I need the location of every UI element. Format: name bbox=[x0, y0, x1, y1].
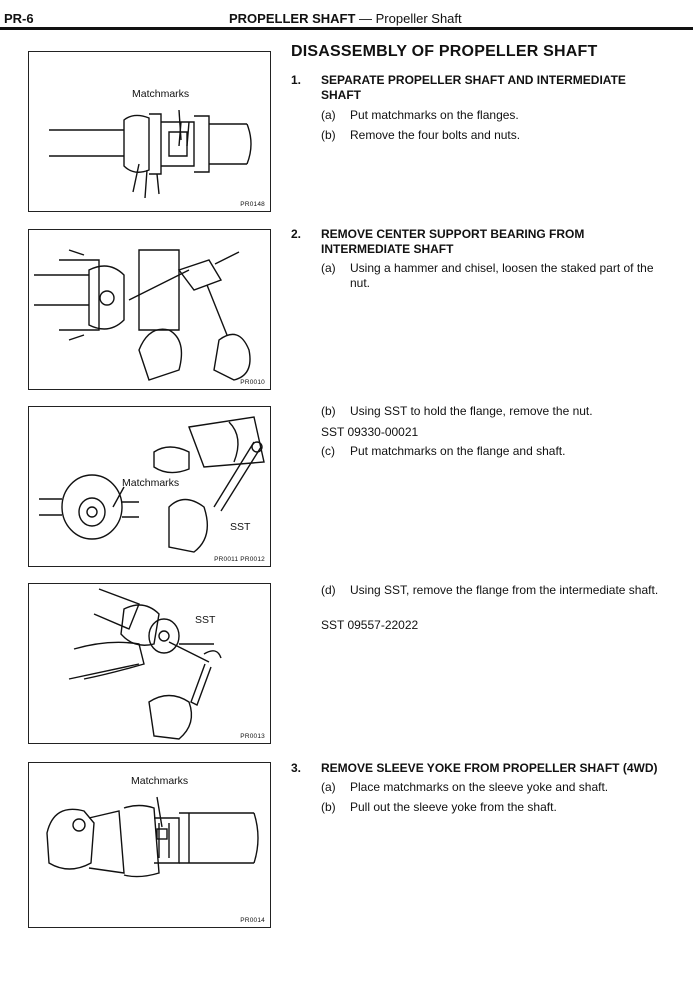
item-text: Using SST, remove the flange from the intermediate shaft. bbox=[350, 583, 659, 597]
page-code: PR-6 bbox=[4, 11, 34, 26]
sst-number: SST 09557-22022 bbox=[321, 618, 419, 632]
figure-code: PR0011 PR0012 bbox=[214, 556, 265, 563]
step-number: 1. bbox=[291, 73, 302, 87]
item-text: Remove the four bolts and nuts. bbox=[350, 128, 521, 142]
item-label: (a) bbox=[321, 261, 336, 275]
section-title bbox=[229, 11, 462, 26]
figure-label-matchmarks: Matchmarks bbox=[131, 775, 189, 787]
figure-label-sst: SST bbox=[195, 614, 216, 626]
propeller-shaft-joint-illustration bbox=[29, 52, 272, 213]
section-title-bold: PROPELLER SHAFT bbox=[229, 11, 356, 26]
step-title: SEPARATE PROPELLER SHAFT AND INTERMEDIATE SHAFT bbox=[321, 73, 626, 102]
item-text: Put matchmarks on the flange and shaft. bbox=[350, 444, 566, 458]
item-text: Using a hammer and chisel, loosen the staked part of the nut. bbox=[350, 261, 654, 290]
figure-label-sst: SST bbox=[230, 521, 251, 533]
step-number: 2. bbox=[291, 227, 302, 241]
figure-flange-matchmarks bbox=[28, 51, 271, 212]
figure-code: PR0148 bbox=[240, 201, 265, 208]
figure-label-matchmarks: Matchmarks bbox=[132, 88, 190, 100]
item-text: Place matchmarks on the sleeve yoke and shaft. bbox=[350, 780, 609, 794]
page-header bbox=[0, 0, 693, 30]
sst-number: SST 09330-00021 bbox=[321, 425, 419, 439]
sleeve-yoke-illustration bbox=[29, 763, 272, 929]
item-text: Using SST to hold the flange, remove the nut. bbox=[350, 404, 593, 418]
figure-sst-hold-flange bbox=[28, 406, 271, 567]
figure-code: PR0014 bbox=[240, 917, 265, 924]
header-rule bbox=[0, 27, 693, 30]
sst-remove-flange-illustration bbox=[29, 584, 272, 745]
figure-label-matchmarks: Matchmarks bbox=[122, 477, 180, 489]
hammer-chisel-illustration bbox=[29, 230, 272, 391]
figure-sleeve-yoke-matchmarks bbox=[28, 762, 271, 928]
step-title: REMOVE CENTER SUPPORT BEARING FROM INTERMEDIATE SHAFT bbox=[321, 227, 585, 256]
figure-code: PR0013 bbox=[240, 733, 265, 740]
step-number: 3. bbox=[291, 761, 302, 775]
step-title: REMOVE SLEEVE YOKE FROM PROPELLER SHAFT (4WD) bbox=[321, 761, 658, 775]
item-label: (b) bbox=[321, 800, 336, 814]
item-label: (d) bbox=[321, 583, 336, 597]
item-text: Put matchmarks on the flanges. bbox=[350, 108, 519, 122]
item-label: (b) bbox=[321, 404, 336, 418]
figure-hammer-chisel bbox=[28, 229, 271, 390]
item-label: (c) bbox=[321, 444, 335, 458]
section-title-rest: — Propeller Shaft bbox=[355, 11, 462, 26]
figure-code: PR0010 bbox=[240, 379, 265, 386]
item-label: (a) bbox=[321, 108, 336, 122]
item-label: (b) bbox=[321, 128, 336, 142]
item-label: (a) bbox=[321, 780, 336, 794]
item-text: Pull out the sleeve yoke from the shaft. bbox=[350, 800, 557, 814]
main-heading: DISASSEMBLY OF PROPELLER SHAFT bbox=[291, 43, 598, 60]
figure-sst-remove-flange bbox=[28, 583, 271, 744]
